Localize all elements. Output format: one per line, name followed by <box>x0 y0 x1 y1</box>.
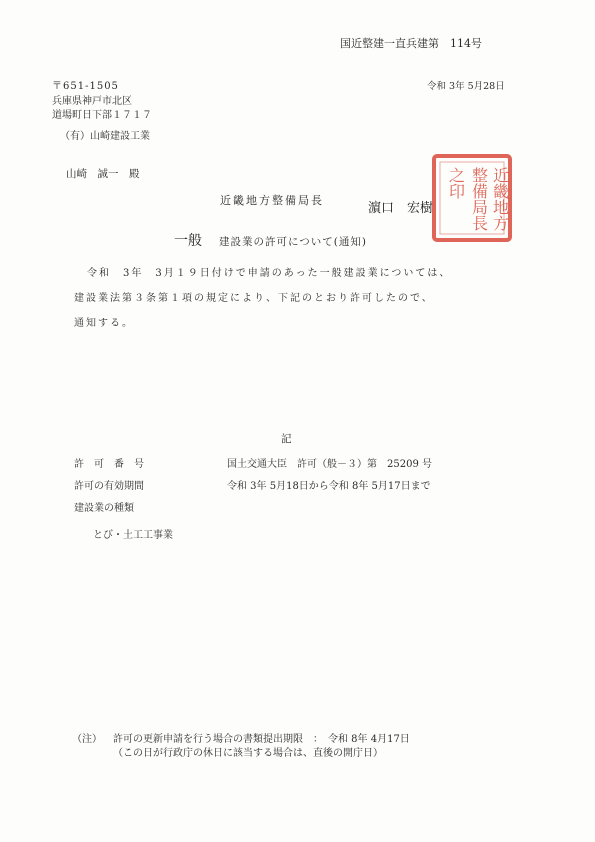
permit-number-value: 国土交通大臣 許可（般－３）第 25209 号 <box>227 459 432 470</box>
validity-label: 許可の有効期間 <box>74 481 144 492</box>
business-type-label: 建設業の種類 <box>74 503 134 514</box>
seal-text-line: 近畿地方 <box>490 167 510 231</box>
business-type-value: とび・土工工事業 <box>93 530 173 541</box>
issue-date: 令和 3年 5月28日 <box>427 81 505 92</box>
note-mark: （注） <box>72 734 102 745</box>
note-line-2: （この日が行政庁の休日に該当する場合は、直後の開庁日） <box>113 748 383 759</box>
sender-name: 濵口 宏樹 <box>368 201 434 216</box>
body-line-2: 建設業法第３条第１項の規定により、下記のとおり許可したので、 <box>74 293 434 304</box>
body-line-1: 令和 3年 3月１９日付けで申請のあった一般建設業については、 <box>87 268 452 279</box>
sender-office: 近畿地方整備局長 <box>220 194 324 207</box>
official-seal-stamp <box>431 153 513 243</box>
seal-text-line: 整備局長 <box>469 167 489 231</box>
recipient-postal-code: 〒651-1505 <box>52 81 119 92</box>
handwritten-prefix: 一般 <box>174 233 202 249</box>
recipient-name: 山崎 誠一 殿 <box>66 168 140 180</box>
note-line-1: 許可の更新申請を行う場合の書類提出期限 ： 令和 8年 4月17日 <box>113 734 410 745</box>
subject-title: 建設業の許可について(通知) <box>219 236 367 248</box>
permit-number-label: 許 可 番 号 <box>74 459 144 470</box>
recipient-address-line1: 兵庫県神戸市北区 <box>52 96 132 107</box>
document-number: 国近整建一直兵建第 114号 <box>340 37 482 50</box>
validity-value: 令和 3年 5月18日から令和 8年 5月17日まで <box>227 481 431 492</box>
recipient-address-line2: 道場町日下部１７１７ <box>52 110 152 121</box>
body-line-3: 通知する。 <box>74 318 134 329</box>
ki-heading: 記 <box>281 433 292 445</box>
recipient-company: （有）山崎建設工業 <box>60 131 150 142</box>
seal-text-line: 之印 <box>446 167 466 199</box>
